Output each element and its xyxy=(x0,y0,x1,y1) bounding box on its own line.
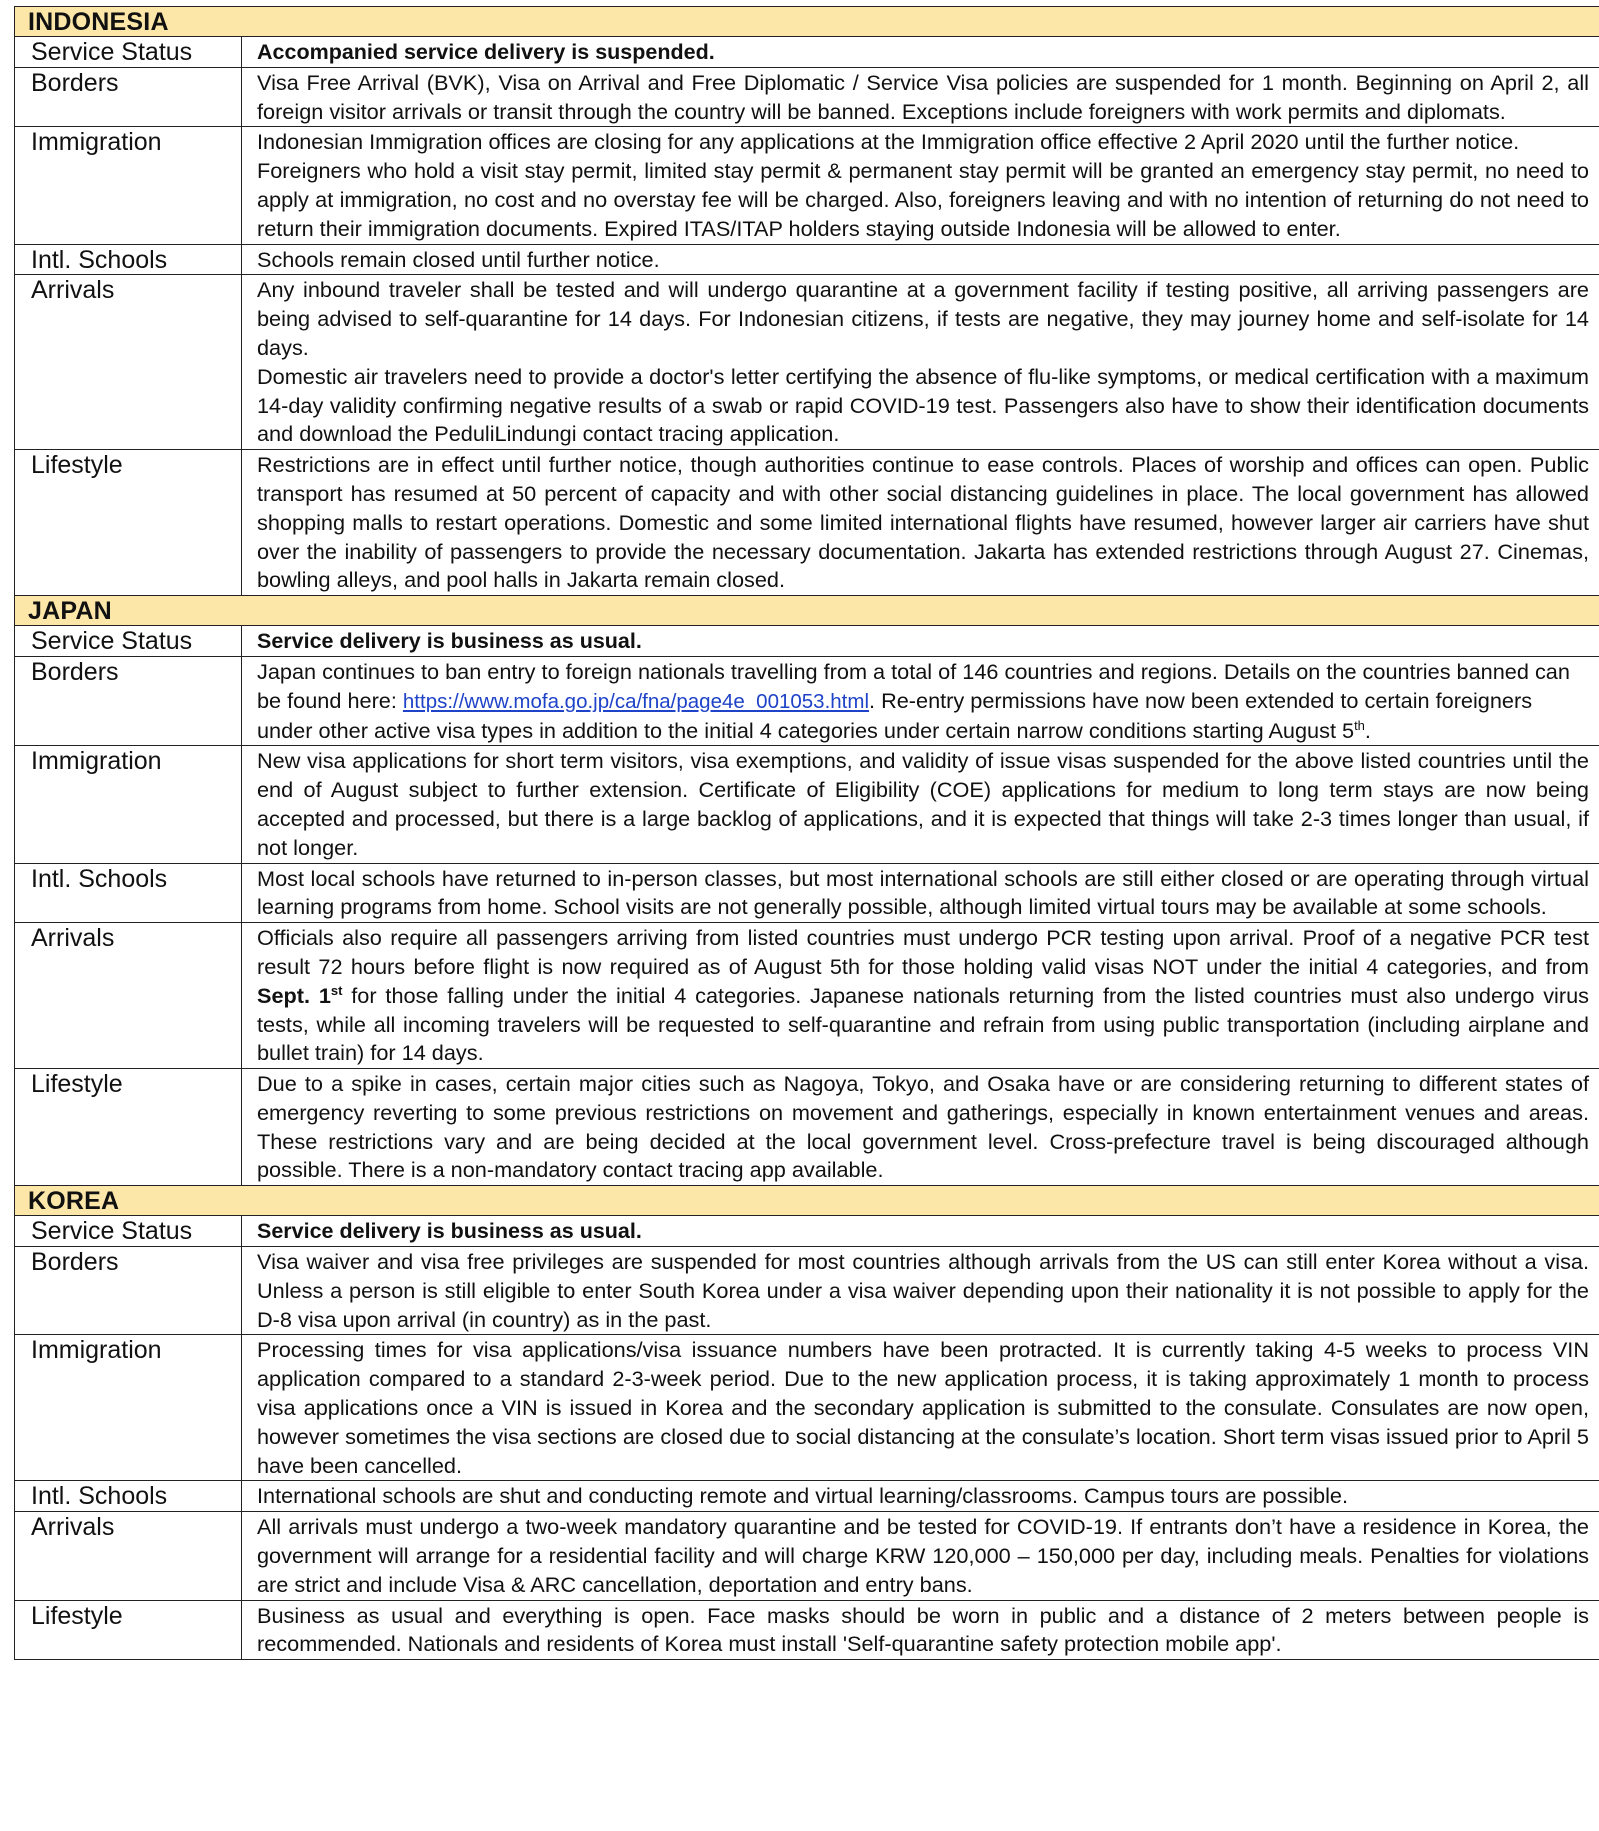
superscript xyxy=(331,982,343,997)
row-text: Schools remain closed until further notice. xyxy=(242,244,1599,275)
row-label: Arrivals xyxy=(15,275,242,450)
row-label: Immigration xyxy=(15,746,242,863)
mofa-link[interactable]: https://www.mofa.go.jp/ca/fna/page4e_001053.html xyxy=(402,689,870,713)
country-title: KOREA xyxy=(15,1186,1599,1216)
paragraph: Foreigners who hold a visit stay permit, limited stay permit & permanent stay permit will be granted an emergency stay permit, no need to apply at immigration, no cost and no overstay fee will be charged. Also, foreigners leaving and with no intention of returning do not need to return their immigration documents. Expired ITAS/ITAP holders staying outside Indonesia will be allowed to enter. xyxy=(257,158,1589,241)
text-segment: . Re-entry permissions have now been extended to certain foreigners under other active visa types in addition to the initial 4 categories under certain narrow conditions starting August 5 xyxy=(257,687,1533,743)
row-label: Intl. Schools xyxy=(15,863,242,923)
row-label: Lifestyle xyxy=(15,1600,242,1660)
row-text xyxy=(242,127,1599,244)
row-label: Arrivals xyxy=(15,923,242,1069)
row-label: Intl. Schools xyxy=(15,1481,242,1512)
row-text: Visa Free Arrival (BVK), Visa on Arrival and Free Diplomatic / Service Visa policies are suspended for 1 month. Beginning on April 2, all foreign visitor arrivals or transit through the country will be banned. Exceptions include foreigners with work permits and diplomats. xyxy=(242,67,1599,127)
text-segment: . xyxy=(1364,717,1371,743)
row-label: Immigration xyxy=(15,127,242,244)
superscript: th xyxy=(1354,717,1365,733)
superscript-text: st xyxy=(330,982,343,998)
row-text: Accompanied service delivery is suspended. xyxy=(242,37,1599,68)
row-intl-schools xyxy=(15,1481,1599,1512)
country-title: INDONESIA xyxy=(15,7,1599,37)
row-service-status xyxy=(15,1216,1599,1247)
country-status-document xyxy=(14,6,1599,1660)
row-arrivals xyxy=(15,923,1599,1069)
paragraph: Indonesian Immigration offices are closing for any applications at the Immigration office effective 2 April 2020 until the further notice. xyxy=(257,129,1520,155)
row-text: All arrivals must undergo a two-week mandatory quarantine and be tested for COVID-19. If entrants don’t have a residence in Korea, the government will arrange for a residential facility and will charge KRW 120,000 – 150,000 per day, including meals. Penalties for violations are strict and include Visa & ARC cancellation, deportation and entry bans. xyxy=(242,1512,1599,1600)
row-intl-schools xyxy=(15,244,1599,275)
row-label: Service Status xyxy=(15,37,242,68)
row-borders xyxy=(15,656,1599,745)
row-borders xyxy=(15,67,1599,127)
bold-date: Sept. 1 xyxy=(257,982,331,1008)
row-immigration xyxy=(15,1335,1599,1481)
paragraph: Domestic air travelers need to provide a doctor's letter certifying the absence of flu-like symptoms, or medical certification with a maximum 14-day validity confirming negative results of a swab or rapid COVID-19 test. Passengers also have to show their identification documents and download the PeduliLindungi contact tracing application. xyxy=(257,363,1589,447)
row-text xyxy=(242,275,1599,450)
row-lifestyle xyxy=(15,1069,1599,1186)
country-header-indonesia xyxy=(15,7,1599,37)
text-segment: Japan continues to ban entry to foreign nationals travelling from a total of 146 countries and regions. Details on the countries banned can be found here: xyxy=(257,658,1570,713)
row-immigration xyxy=(15,746,1599,863)
row-text: New visa applications for short term visitors, visa exemptions, and validity of issue visas suspended for the above listed countries until the end of August subject to further extension. Certificate of Eligibility (COE) applications for medium to long term stays are now being accepted and processed, but there is a large backlog of applications, and it is expected that things will take 2-3 times longer than usual, if not longer. xyxy=(242,746,1599,863)
row-label: Borders xyxy=(15,656,242,745)
row-label: Service Status xyxy=(15,1216,242,1247)
country-header-korea xyxy=(15,1186,1599,1216)
row-text: Service delivery is business as usual. xyxy=(242,1216,1599,1247)
row-label: Intl. Schools xyxy=(15,244,242,275)
row-service-status xyxy=(15,626,1599,657)
text-segment: for those falling under the initial 4 categories. Japanese nationals returning from the listed countries must also undergo virus tests, while all incoming travelers will be requested to self-quarantine and refrain from using public transportation (including airplane and bullet train) for 14 days. xyxy=(257,982,1589,1066)
row-label: Borders xyxy=(15,67,242,127)
row-immigration xyxy=(15,127,1599,244)
text-segment: Officials also require all passengers arriving from listed countries must undergo PCR testing upon arrival. Proof of a negative PCR test result 72 hours before flight is now required as of August 5th for those holding valid visas NOT under the initial 4 categories, and from xyxy=(257,925,1589,979)
row-label: Lifestyle xyxy=(15,1069,242,1186)
row-label: Immigration xyxy=(15,1335,242,1481)
country-title: JAPAN xyxy=(15,596,1599,626)
row-label: Borders xyxy=(15,1247,242,1335)
row-text: Business as usual and everything is open. Face masks should be worn in public and a distance of 2 meters between people is recommended. Nationals and residents of Korea must install 'Self-quarantine safety protection mobile app'. xyxy=(242,1600,1599,1660)
row-lifestyle xyxy=(15,450,1599,596)
row-text: Due to a spike in cases, certain major cities such as Nagoya, Tokyo, and Osaka have or are considering returning to different states of emergency reverting to some previous restrictions on movement and gatherings, especially in known entertainment venues and areas. These restrictions vary and are being decided at the local government level. Cross-prefecture travel is being discouraged although possible. There is a non-mandatory contact tracing app available. xyxy=(242,1069,1599,1186)
row-label: Service Status xyxy=(15,626,242,657)
row-borders xyxy=(15,1247,1599,1335)
row-text: Restrictions are in effect until further notice, though authorities continue to ease controls. Places of worship and offices can open. Public transport has resumed at 50 percent of capacity and with other social distancing guidelines in place. The local government has allowed shopping malls to restart operations. Domestic and some limited international flights have resumed, however larger air carriers have shut over the inability of passengers to provide the necessary documentation. Jakarta has extended restrictions through August 27. Cinemas, bowling alleys, and pool halls in Jakarta remain closed. xyxy=(242,450,1599,596)
row-text: International schools are shut and conducting remote and virtual learning/classrooms. Campus tours are possible. xyxy=(242,1481,1599,1512)
row-text: Service delivery is business as usual. xyxy=(242,626,1599,657)
row-lifestyle xyxy=(15,1600,1599,1660)
row-label: Lifestyle xyxy=(15,450,242,596)
row-text: Visa waiver and visa free privileges are suspended for most countries although arrivals from the US can still enter Korea without a visa. Unless a person is still eligible to enter South Korea under a visa waiver depending upon their nationality it is not possible to apply for the D-8 visa upon arrival (in country) as in the past. xyxy=(242,1247,1599,1335)
row-text xyxy=(242,923,1599,1069)
row-arrivals xyxy=(15,1512,1599,1600)
country-status-table xyxy=(14,6,1599,1660)
row-text: Processing times for visa applications/visa issuance numbers have been protracted. It is currently taking 4-5 weeks to process VIN application compared to a standard 2-3-week period. Due to the new application process, it is taking approximately 1 month to process visa applications once a VIN is issued in Korea and the secondary application is submitted to the consulate. Consulates are now open, however sometimes the visa sections are closed due to social distancing at the consulate’s location. Short term visas issued prior to April 5 have been cancelled. xyxy=(242,1335,1599,1481)
row-text: Most local schools have returned to in-person classes, but most international schools are still either closed or are operating through virtual learning programs from home. School visits are not generally possible, although limited virtual tours may be available at some schools. xyxy=(242,863,1599,923)
country-header-japan xyxy=(15,596,1599,626)
row-arrivals xyxy=(15,275,1599,450)
row-service-status xyxy=(15,37,1599,68)
row-intl-schools xyxy=(15,863,1599,923)
row-text xyxy=(242,656,1599,745)
paragraph: Any inbound traveler shall be tested and will undergo quarantine at a government facility if testing positive, all arriving passengers are being advised to self-quarantine for 14 days. For Indonesian citizens, if tests are negative, they may journey home and self-isolate for 14 days. xyxy=(257,277,1589,360)
row-label: Arrivals xyxy=(15,1512,242,1600)
